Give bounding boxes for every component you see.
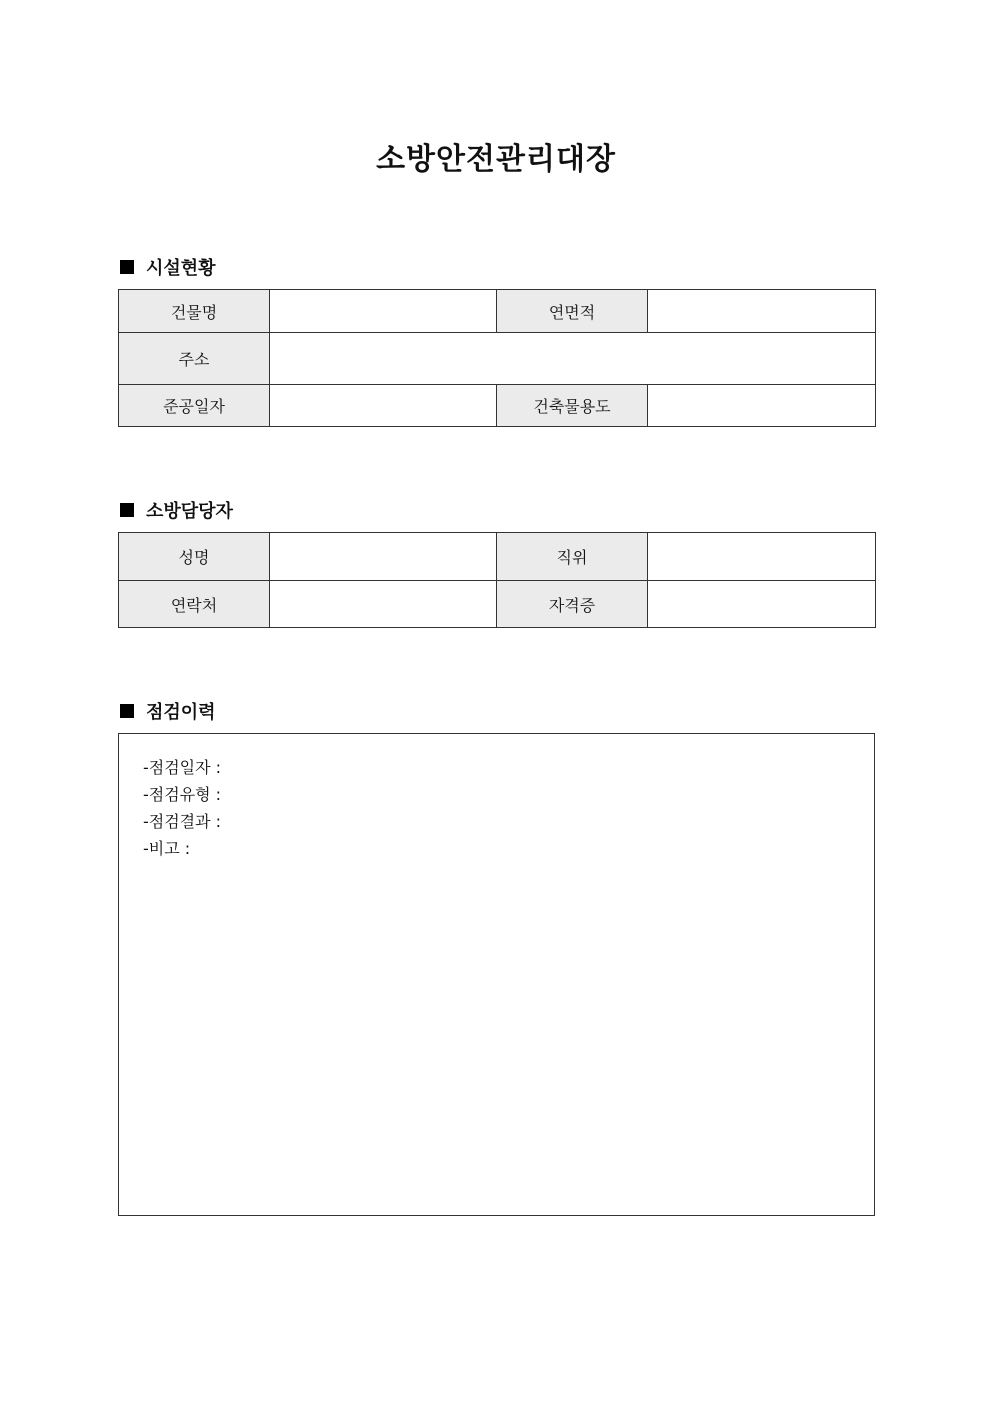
table-row [119,581,876,628]
section-heading-manager [119,497,233,523]
table-row [119,290,876,333]
position-field[interactable] [648,533,876,581]
section-title: 점검이력 [146,702,216,723]
square-bullet-icon [120,260,134,274]
label-position: 직위 [497,533,648,581]
label-contact: 연락처 [119,581,270,628]
inspection-result-line: -점검결과 : [143,812,222,831]
inspection-type-line: -점검유형 : [143,785,222,804]
label-name: 성명 [119,533,270,581]
table-row [119,385,876,427]
name-field[interactable] [270,533,497,581]
remarks-line: -비고 : [143,839,191,858]
contact-field[interactable] [270,581,497,628]
square-bullet-icon [120,704,134,718]
completion-date-field[interactable] [270,385,497,427]
label-certificate: 자격증 [497,581,648,628]
table-row [119,333,876,385]
floor-area-field[interactable] [648,290,876,333]
facility-table [118,289,876,427]
document-title: 소방안전관리대장 [376,142,616,177]
label-building-use: 건축물용도 [497,385,648,427]
label-building-name: 건물명 [119,290,270,333]
section-title: 시설현황 [146,258,216,279]
label-completion-date: 준공일자 [119,385,270,427]
manager-table [118,532,876,628]
section-heading-facility [119,254,216,280]
address-field[interactable] [270,333,876,385]
inspection-history-box[interactable] [118,733,875,1216]
building-use-field[interactable] [648,385,876,427]
label-address: 주소 [119,333,270,385]
section-title: 소방담당자 [146,501,233,522]
section-heading-history [119,698,216,724]
label-floor-area: 연면적 [497,290,648,333]
certificate-field[interactable] [648,581,876,628]
building-name-field[interactable] [270,290,497,333]
table-row [119,533,876,581]
inspection-date-line: -점검일자 : [143,758,222,777]
square-bullet-icon [120,503,134,517]
inspection-history-lines [143,754,221,862]
